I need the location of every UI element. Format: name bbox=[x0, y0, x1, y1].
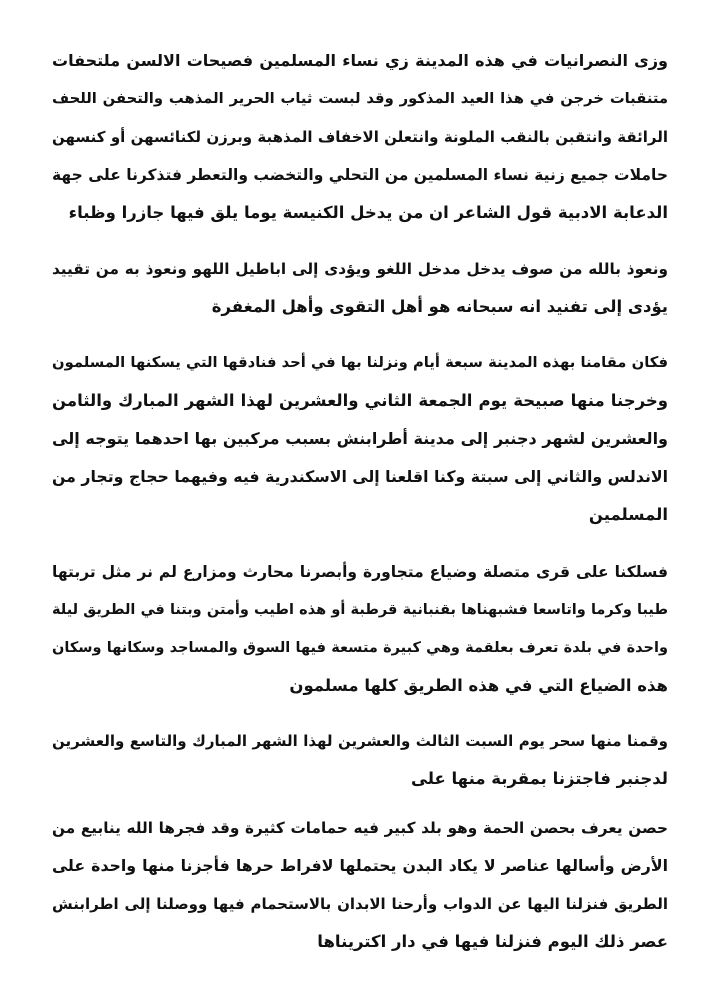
text-line: لدجنبر فاجتزنا بمقربة منها على bbox=[411, 769, 668, 788]
text-line: الرائقة وانتقبن بالنقب الملونة وانتعلن الاخفاف المذهبة وبرزن لكنائسهن أو كنسهن bbox=[52, 128, 668, 146]
text-line: فسلكنا على قرى متصلة وضياع متجاورة وأبصرنا محارث ومزارع لم نر مثل تربتها bbox=[52, 563, 668, 581]
paragraph-saturday-departure bbox=[52, 722, 668, 798]
text-line: الاندلس والثاني إلى سبتة وكنا اقلعنا إلى الاسكندرية فيه وفيهما حجاج وتجار من bbox=[52, 467, 668, 486]
text-line: يؤدى إلى تفنيد انه سبحانه هو أهل التقوى وأهل المغفرة bbox=[211, 297, 668, 316]
paragraph-hot-springs bbox=[52, 809, 668, 961]
text-line: فكان مقامنا بهذه المدينة سبعة أيام ونزلنا بها في أحد فنادقها التي يسكنها المسلمون bbox=[52, 354, 668, 371]
text-line: وقمنا منها سحر يوم السبت الثالث والعشرين لهذا الشهر المبارك والتاسع والعشرين bbox=[52, 732, 668, 750]
text-line: عصر ذلك اليوم فنزلنا فيها في دار اكتريناها bbox=[317, 932, 668, 951]
text-line: حاملات جميع زنية نساء المسلمين من التحلي والتخضب والتعطر فتذكرنا على جهة bbox=[52, 166, 668, 184]
paragraph-seeking-refuge bbox=[52, 250, 668, 326]
text-line: وخرجنا منها صبيحة يوم الجمعة الثاني والعشرين لهذا الشهر المبارك والثامن bbox=[52, 391, 668, 410]
text-line: هذه الضياع التي في هذه الطريق كلها مسلمون bbox=[289, 676, 668, 695]
paragraph-stay-and-departure bbox=[52, 344, 668, 534]
text-line: طيبا وكرما واتاسعا فشبهناها بقنبانية قرطبة أو هذه اطيب وأمتن وبتنا في الطريق ليلة bbox=[52, 602, 668, 618]
text-line: واحدة في بلدة تعرف بعلقمة وهي كبيرة متسعة فيها السوق والمساجد وسكانها وسكان bbox=[52, 640, 668, 656]
paragraph-villages bbox=[52, 553, 668, 705]
text-line: متنقبات خرجن في هذا العيد المذكور وقد لبست ثياب الحرير المذهب والتحفن اللحف bbox=[52, 90, 668, 107]
text-line: ونعوذ بالله من صوف يدخل مدخل اللغو ويؤدى إلى اباطيل اللهو ونعوذ به من تقييد bbox=[52, 260, 668, 278]
text-line: المسلمين bbox=[588, 505, 668, 524]
text-line: وزى النصرانيات في هذه المدينة زي نساء المسلمين فصيحات الالسن ملتحفات bbox=[52, 51, 668, 70]
text-line: حصن يعرف بحصن الحمة وهو بلد كبير فيه حمامات كثيرة وقد فجرها الله ينابيع من bbox=[52, 819, 668, 837]
text-line: الطريق فنزلنا اليها عن الدواب وأرحنا الابدان بالاستحمام فيها ووصلنا إلى اطرابنش bbox=[52, 895, 668, 913]
paragraph-christian-women bbox=[52, 42, 668, 232]
text-line: الدعابة الادبية قول الشاعر ان من يدخل الكنيسة يوما يلق فيها جازرا وظباء bbox=[68, 203, 668, 222]
text-line: والعشرين لشهر دجنبر إلى مدينة أطرابنش بسبب مركبين بها احدهما يتوجه إلى bbox=[52, 429, 668, 448]
text-line: الأرض وأسالها عناصر لا يكاد البدن يحتملها لافراط حرها فأجزنا منها واحدة على bbox=[52, 856, 668, 875]
